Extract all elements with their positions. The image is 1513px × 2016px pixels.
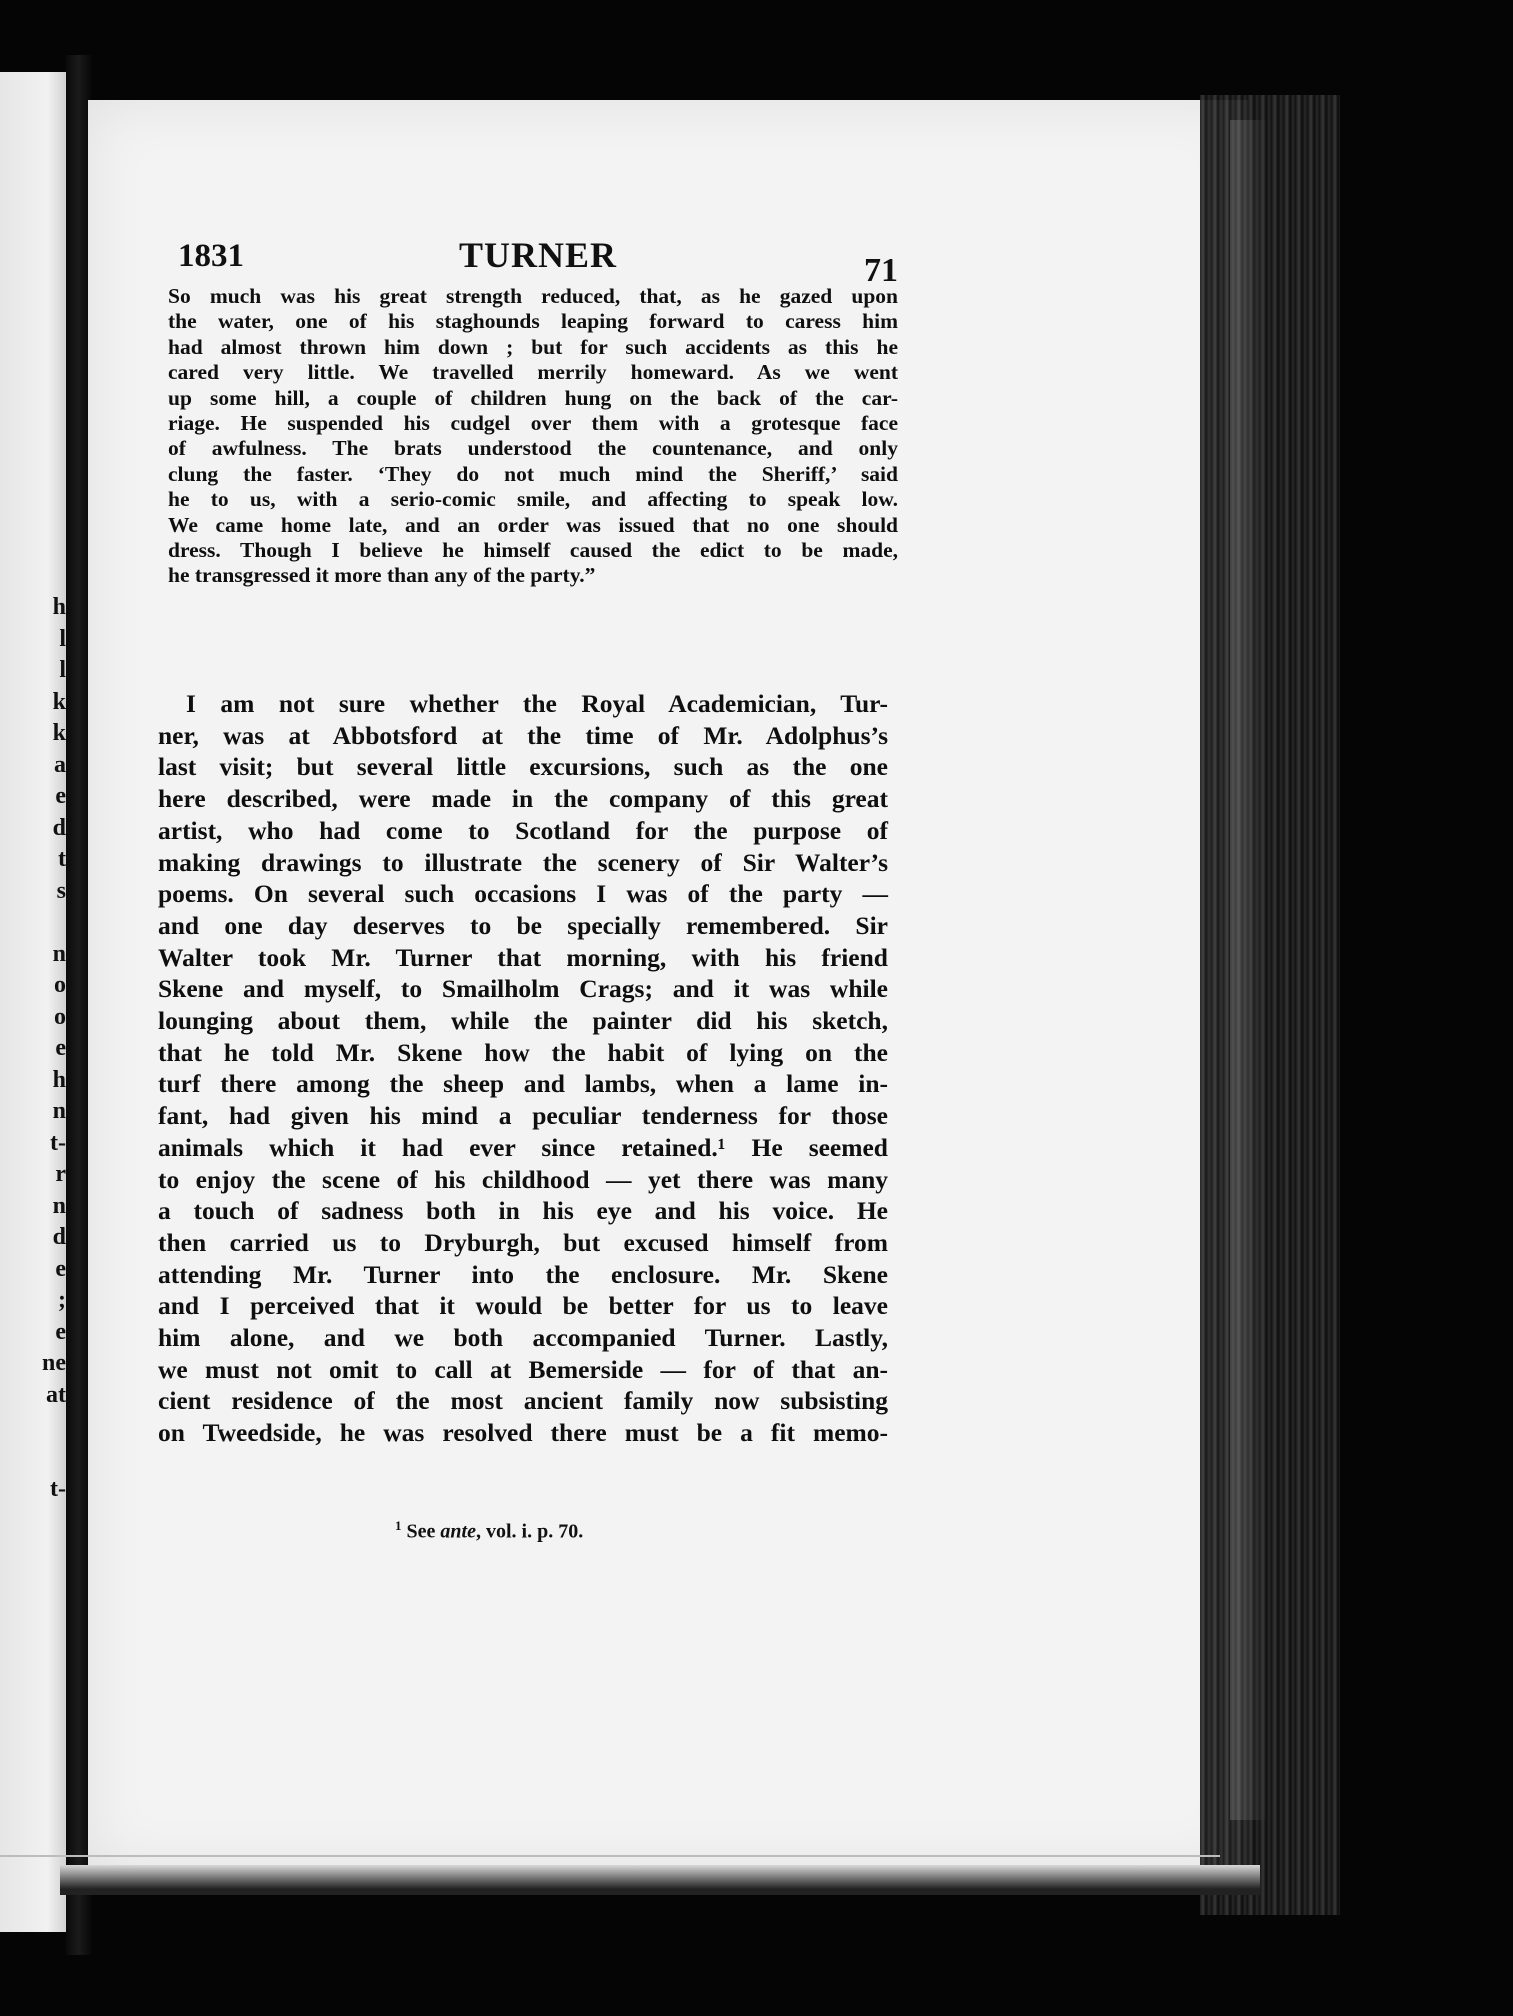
page-fore-edge-highlight [1230, 120, 1266, 1820]
text-line: him alone, and we both accompanied Turner. Lastly, [158, 1323, 888, 1353]
page-bottom-edge [0, 1855, 1220, 1857]
text-line: cared very little. We travelled merrily homeward. As we went [168, 360, 898, 385]
facing-fragment: t- [50, 1476, 66, 1502]
text-line: and one day deserves to be specially remembered. Sir [158, 910, 888, 940]
facing-fragment [6, 907, 66, 939]
text-line: cient residence of the most ancient family now subsisting [158, 1386, 888, 1416]
footnote [395, 1518, 583, 1544]
running-head [178, 235, 898, 289]
text-line: on Tweedside, he was resolved there must be a fit memo- [158, 1418, 888, 1448]
facing-fragment: s [56, 877, 66, 904]
facing-fragment: d [52, 814, 66, 841]
text-line: artist, who had come to Scotland for the purpose of [158, 815, 888, 845]
facing-page-edge [0, 72, 68, 1932]
running-head-year: 1831 [178, 238, 244, 274]
text-line: the water, one of his staghounds leaping forward to caress him [168, 309, 898, 334]
facing-fragment: a [54, 751, 66, 778]
quoted-passage [168, 284, 898, 589]
text-line: fant, had given his mind a peculiar tenderness for those [158, 1101, 888, 1131]
facing-fragment [6, 1443, 66, 1475]
facing-fragment: d [52, 1224, 66, 1250]
text-line: attending Mr. Turner into the enclosure. Mr. Skene [158, 1259, 888, 1289]
facing-fragment [6, 1411, 66, 1443]
text-line: animals which it had ever since retained.¹ He seemed [158, 1132, 888, 1162]
text-line: dress. Though I believe he himself caused the edict to be made, [168, 538, 898, 563]
facing-fragment: e [55, 1255, 66, 1282]
facing-fragment: n [52, 940, 66, 967]
facing-fragment: n [52, 1192, 66, 1219]
footnote-text-after: , vol. i. p. 70. [475, 1520, 584, 1543]
facing-fragment: e [55, 1318, 66, 1345]
main-paragraph [158, 688, 888, 1449]
facing-fragment: k [52, 688, 66, 715]
text-line: poems. On several such occasions I was of the party — [158, 879, 888, 909]
facing-fragment: ; [58, 1287, 66, 1313]
facing-fragment: h [52, 1066, 66, 1093]
running-head-title: TURNER [458, 235, 617, 275]
text-line: ner, was at Abbotsford at the time of Mr. Adolphus’s [158, 720, 888, 750]
text-line: riage. He suspended his cudgel over them with a grotesque face [168, 411, 898, 436]
text-line: I am not sure whether the Royal Academician, Tur- [186, 689, 888, 718]
book-bottom-band [60, 1865, 1260, 1895]
text-line: to enjoy the scene of his childhood — yet there was many [158, 1164, 888, 1194]
text-line: had almost thrown him down ; but for such accidents as this he [168, 334, 898, 359]
facing-fragment: at [46, 1381, 66, 1408]
footnote-italic: ante [440, 1520, 476, 1543]
text-line: a touch of sadness both in his eye and his voice. He [158, 1196, 888, 1226]
text-line: making drawings to illustrate the scenery of Sir Walter’s [158, 847, 888, 877]
facing-fragment: o [54, 972, 66, 998]
facing-fragment: o [54, 1003, 66, 1030]
text-line: turf there among the sheep and lambs, when a lame in- [158, 1069, 888, 1099]
text-line: he to us, with a serio-comic smile, and affecting to speak low. [168, 487, 898, 512]
facing-fragment: r [55, 1161, 66, 1187]
facing-fragment: h [52, 594, 66, 620]
facing-page-text-fragments [6, 592, 66, 1506]
footnote-text-before: See [401, 1520, 441, 1543]
text-line: we must not omit to call at Bemerside — for of that an- [158, 1354, 888, 1384]
text-line: Walter took Mr. Turner that morning, with his friend [158, 942, 888, 972]
text-line: he transgressed it more than any of the party.” [168, 563, 596, 588]
text-line: lounging about them, while the painter did his sketch, [158, 1006, 888, 1036]
facing-fragment: t [58, 846, 66, 872]
text-line: up some hill, a couple of children hung on the back of the car- [168, 385, 898, 410]
facing-fragment: ne [42, 1350, 66, 1376]
facing-fragment: k [52, 720, 66, 746]
facing-fragment: e [55, 1035, 66, 1061]
text-line: of awfulness. The brats understood the countenance, and only [168, 436, 898, 461]
facing-fragment: n [52, 1098, 66, 1124]
text-line: here described, were made in the company of this great [158, 784, 888, 814]
footnote-marker: 1 [395, 1518, 402, 1533]
page-number: 71 [864, 252, 898, 289]
text-line: last visit; but several little excursions, such as the one [158, 752, 888, 782]
text-line: and I perceived that it would be better for us to leave [158, 1291, 888, 1321]
facing-fragment: l [59, 625, 66, 652]
page-fore-edge [1200, 95, 1340, 1915]
facing-fragment: e [55, 783, 66, 809]
text-line: that he told Mr. Skene how the habit of lying on the [158, 1037, 888, 1067]
text-line: We came home late, and an order was issued that no one should [168, 512, 898, 537]
facing-fragment: l [59, 657, 66, 683]
facing-fragment: t- [50, 1129, 66, 1156]
text-line: clung the faster. ‘They do not much mind the Sheriff,’ said [168, 461, 898, 486]
text-line: So much was his great strength reduced, that, as he gazed upon [168, 284, 898, 308]
text-line: then carried us to Dryburgh, but excused himself from [158, 1227, 888, 1257]
text-line: Skene and myself, to Smailholm Crags; and it was while [158, 974, 888, 1004]
